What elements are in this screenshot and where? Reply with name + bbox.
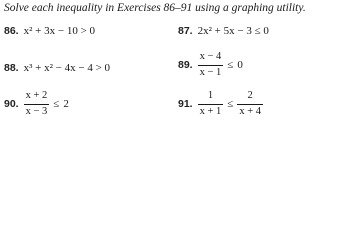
exercise-90	[4, 91, 69, 117]
fraction	[24, 91, 50, 117]
exercise-86	[4, 26, 95, 37]
exercise-87	[178, 26, 269, 37]
exercise-number: 91.	[178, 98, 193, 110]
fraction	[198, 52, 224, 78]
exercise-number: 90.	[4, 98, 19, 110]
inequality-expression: x² + 3x − 10 > 0	[23, 25, 96, 37]
denominator: x + 4	[239, 105, 261, 117]
denominator: x − 1	[199, 66, 222, 78]
left-fraction	[198, 91, 224, 117]
right-fraction	[237, 91, 263, 117]
relation-symbol: ≤	[227, 59, 234, 71]
relation-symbol: ≤	[227, 98, 234, 110]
denominator: x + 1	[199, 105, 222, 117]
numerator: 1	[207, 90, 214, 101]
numerator: 2	[247, 90, 253, 101]
exercise-number: 88.	[4, 62, 19, 74]
exercise-89	[178, 52, 243, 78]
exercise-91	[178, 91, 263, 117]
right-hand-side: 2	[63, 98, 69, 110]
exercise-number: 86.	[4, 25, 19, 37]
exercise-number: 87.	[178, 25, 193, 37]
instruction-text: Solve each inequality in Exercises 86–91 using a graphing utility.	[4, 2, 306, 14]
numerator: x − 4	[199, 51, 222, 62]
inequality-expression: 2x² + 5x − 3 ≤ 0	[197, 25, 269, 37]
denominator: x − 3	[25, 105, 48, 117]
right-hand-side: 0	[237, 59, 243, 71]
numerator: x + 2	[25, 90, 48, 101]
inequality-expression: x³ + x² − 4x − 4 > 0	[23, 62, 111, 74]
relation-symbol: ≤	[53, 98, 60, 110]
exercise-88	[4, 63, 110, 74]
exercise-number: 89.	[178, 59, 193, 71]
